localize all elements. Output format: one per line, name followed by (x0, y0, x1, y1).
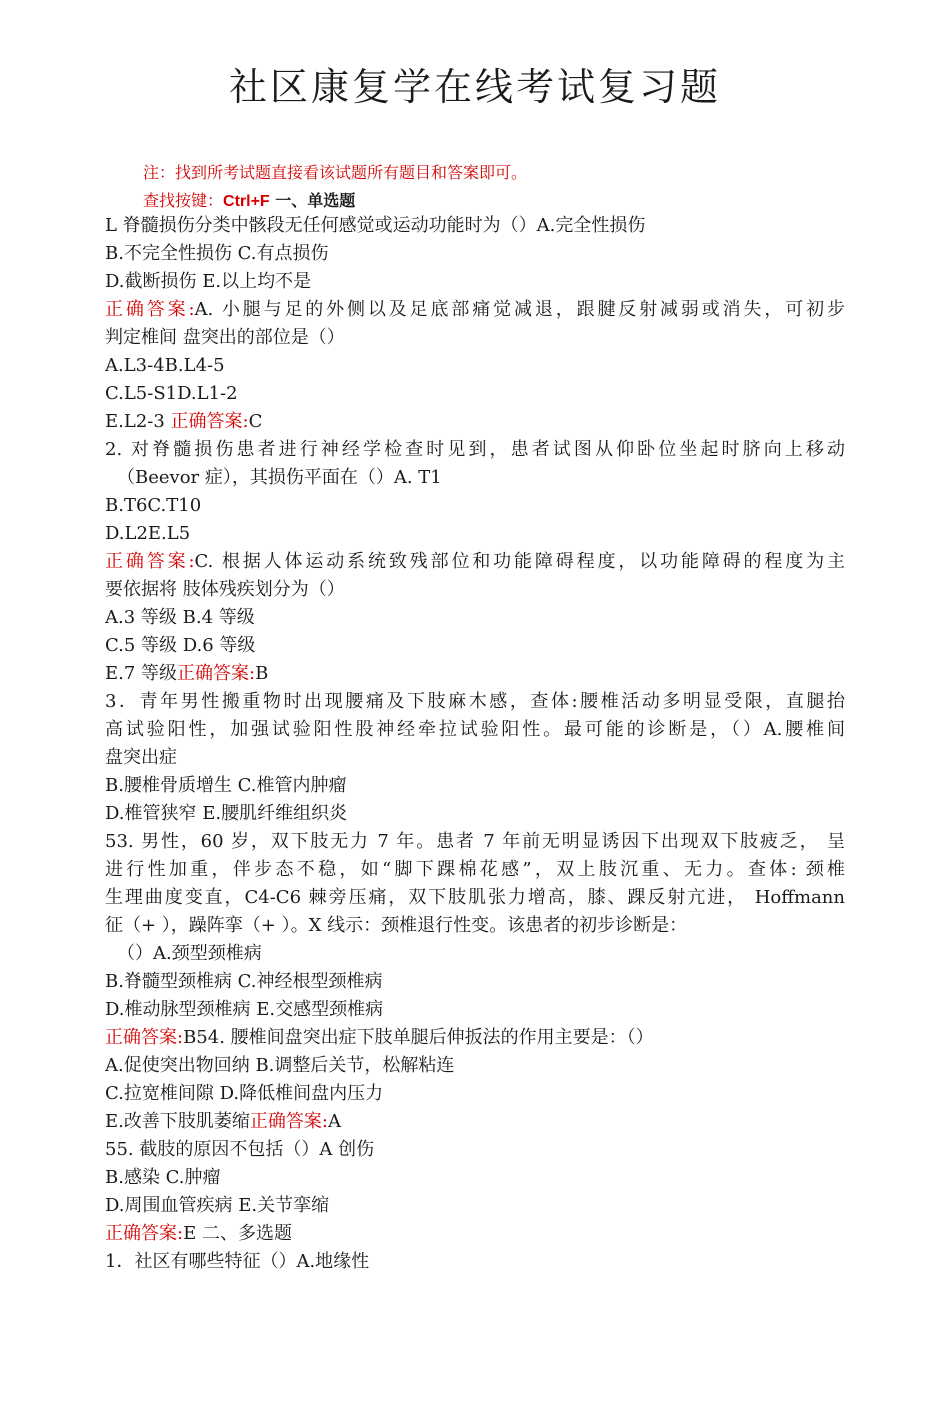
text-line (105, 1080, 845, 1108)
line-text: C. 根据人体运动系统致残部位和功能障碍程度，以功能障碍的程度为主 (194, 551, 845, 572)
text-line (105, 240, 845, 268)
line-text: 判定椎间 盘突出的部位是（） (105, 327, 345, 348)
shortcut-label: 查找按键： (143, 191, 224, 210)
text-line (105, 576, 845, 604)
line-text: （Beevor 症），其损伤平面在（）A. T1 (117, 467, 442, 488)
line-text: 要依据将 肢体残疾划分为（） (105, 579, 345, 600)
text-line (105, 1164, 845, 1192)
text-line (105, 688, 845, 716)
text-line (105, 520, 845, 548)
text-line (105, 492, 845, 520)
line-text: C.L5-S1D.L1-2 (105, 383, 238, 404)
text-line (105, 436, 845, 464)
line-text: （）A.颈型颈椎病 (117, 943, 262, 964)
text-line (105, 772, 845, 800)
line-text: E 二、多选题 (183, 1223, 292, 1244)
question-list (105, 212, 845, 1276)
text-line (105, 660, 845, 688)
text-line (105, 884, 845, 912)
search-note: 注：找到所考试题直接看该试题所有题目和答案即可。 (143, 163, 528, 182)
search-shortcut-note (143, 188, 355, 211)
text-line (105, 800, 845, 828)
line-text: B (255, 663, 269, 684)
line-text: A (327, 1111, 341, 1132)
line-text: 征（+ ），躁阵挛（+ ）。X 线示：颈椎退行性变。该患者的初步诊断是： (105, 915, 688, 936)
line-text: B.脊髓型颈椎病 C.神经根型颈椎病 (105, 971, 383, 992)
line-text: D.椎管狭窄 E.腰肌纤维组织炎 (105, 803, 348, 824)
text-line (105, 1248, 845, 1276)
text-line (105, 632, 845, 660)
line-text: C (248, 411, 263, 432)
text-line (105, 296, 845, 324)
text-line (105, 1108, 845, 1136)
text-line (105, 996, 845, 1024)
shortcut-key: Ctrl+F (223, 193, 270, 210)
line-text: 生理曲度变直，C4-C6 棘旁压痛，双下肢肌张力增高，膝、踝反射亢进， Hoffmann (105, 887, 845, 908)
line-text: 55. 截肢的原因不包括（）A 创伤 (105, 1139, 375, 1160)
line-text: B.感染 C.肿瘤 (105, 1167, 221, 1188)
line-text: 53. 男性，60 岁，双下肢无力 7 年。患者 7 年前无明显诱因下出现双下肢疲乏， 呈 (105, 831, 845, 852)
correct-answer-label: 正确答案: (105, 551, 195, 572)
text-line (105, 1220, 845, 1248)
line-text: L 脊髓损伤分类中骸段无任何感觉或运动功能时为（）A.完全性损伤 (105, 215, 646, 236)
text-line (105, 716, 845, 744)
line-text: 进行性加重，伴步态不稳，如“脚下踝棉花感”，双上肢沉重、无力。查体: 颈椎 (105, 859, 845, 880)
text-line (105, 548, 845, 576)
text-line (105, 828, 845, 856)
line-text: 3．青年男性搬重物时出现腰痛及下肢麻木感，查体:腰椎活动多明显受限，直腿抬 (105, 691, 845, 712)
line-text: C.5 等级 D.6 等级 (105, 635, 256, 656)
text-line (105, 408, 845, 436)
line-text: B.不完全性损伤 C.有点损伤 (105, 243, 329, 264)
line-text: 盘突出症 (105, 747, 177, 768)
line-text: B.腰椎骨质增生 C.椎管内肿瘤 (105, 775, 347, 796)
line-prefix: E.改善下肢肌萎缩 (105, 1111, 250, 1132)
line-text: A. 小腿与足的外侧以及足底部痛觉减退，跟腱反射减弱或消失，可初步 (194, 299, 845, 320)
text-line (105, 212, 845, 240)
text-line (105, 604, 845, 632)
text-line (105, 1052, 845, 1080)
line-text: A.3 等级 B.4 等级 (105, 607, 255, 628)
line-prefix: E.7 等级 (105, 663, 178, 684)
line-text: D.截断损伤 E.以上均不是 (105, 271, 312, 292)
line-text: A.L3-4B.L4-5 (105, 355, 225, 376)
line-text: 高试验阳性，加强试验阳性股神经牵拉试验阳性。最可能的诊断是，（）A.腰椎间 (105, 719, 845, 740)
text-line (105, 968, 845, 996)
text-line (105, 324, 845, 352)
text-line (105, 744, 845, 772)
line-text: D.L2E.L5 (105, 523, 191, 544)
line-text: 2. 对脊髓损伤患者进行神经学检查时见到，患者试图从仰卧位坐起时脐向上移动 (105, 439, 845, 460)
section-heading-single-choice: 一、单选题 (269, 191, 356, 210)
line-text: B.T6C.T10 (105, 495, 202, 516)
line-text: C.拉宽椎间隙 D.降低椎间盘内压力 (105, 1083, 384, 1104)
text-line (105, 268, 845, 296)
line-prefix: E.L2-3 (105, 411, 171, 432)
line-text: D.椎动脉型颈椎病 E.交感型颈椎病 (105, 999, 384, 1020)
correct-answer-label: 正确答案: (249, 1111, 328, 1132)
text-line (105, 1136, 845, 1164)
text-line (105, 1024, 845, 1052)
text-line (105, 940, 845, 968)
correct-answer-label: 正确答案: (105, 299, 195, 320)
document-title: 社区康复学在线考试复习题 (228, 65, 721, 109)
line-text: D.周围血管疾病 E.关节挛缩 (105, 1195, 330, 1216)
correct-answer-label: 正确答案: (105, 1027, 184, 1048)
line-text: A.促使突出物回纳 B.调整后关节，松解粘连 (105, 1055, 455, 1076)
line-text: B54. 腰椎间盘突出症下肢单腿后伸扳法的作用主要是：（） (183, 1027, 654, 1048)
text-line (105, 1192, 845, 1220)
line-text: 1．社区有哪些特征（）A.地缘性 (105, 1251, 370, 1272)
text-line (105, 912, 845, 940)
correct-answer-label: 正确答案: (170, 411, 249, 432)
text-line (105, 464, 845, 492)
correct-answer-label: 正确答案: (177, 663, 256, 684)
text-line (105, 856, 845, 884)
text-line (105, 352, 845, 380)
correct-answer-label: 正确答案: (105, 1223, 184, 1244)
text-line (105, 380, 845, 408)
